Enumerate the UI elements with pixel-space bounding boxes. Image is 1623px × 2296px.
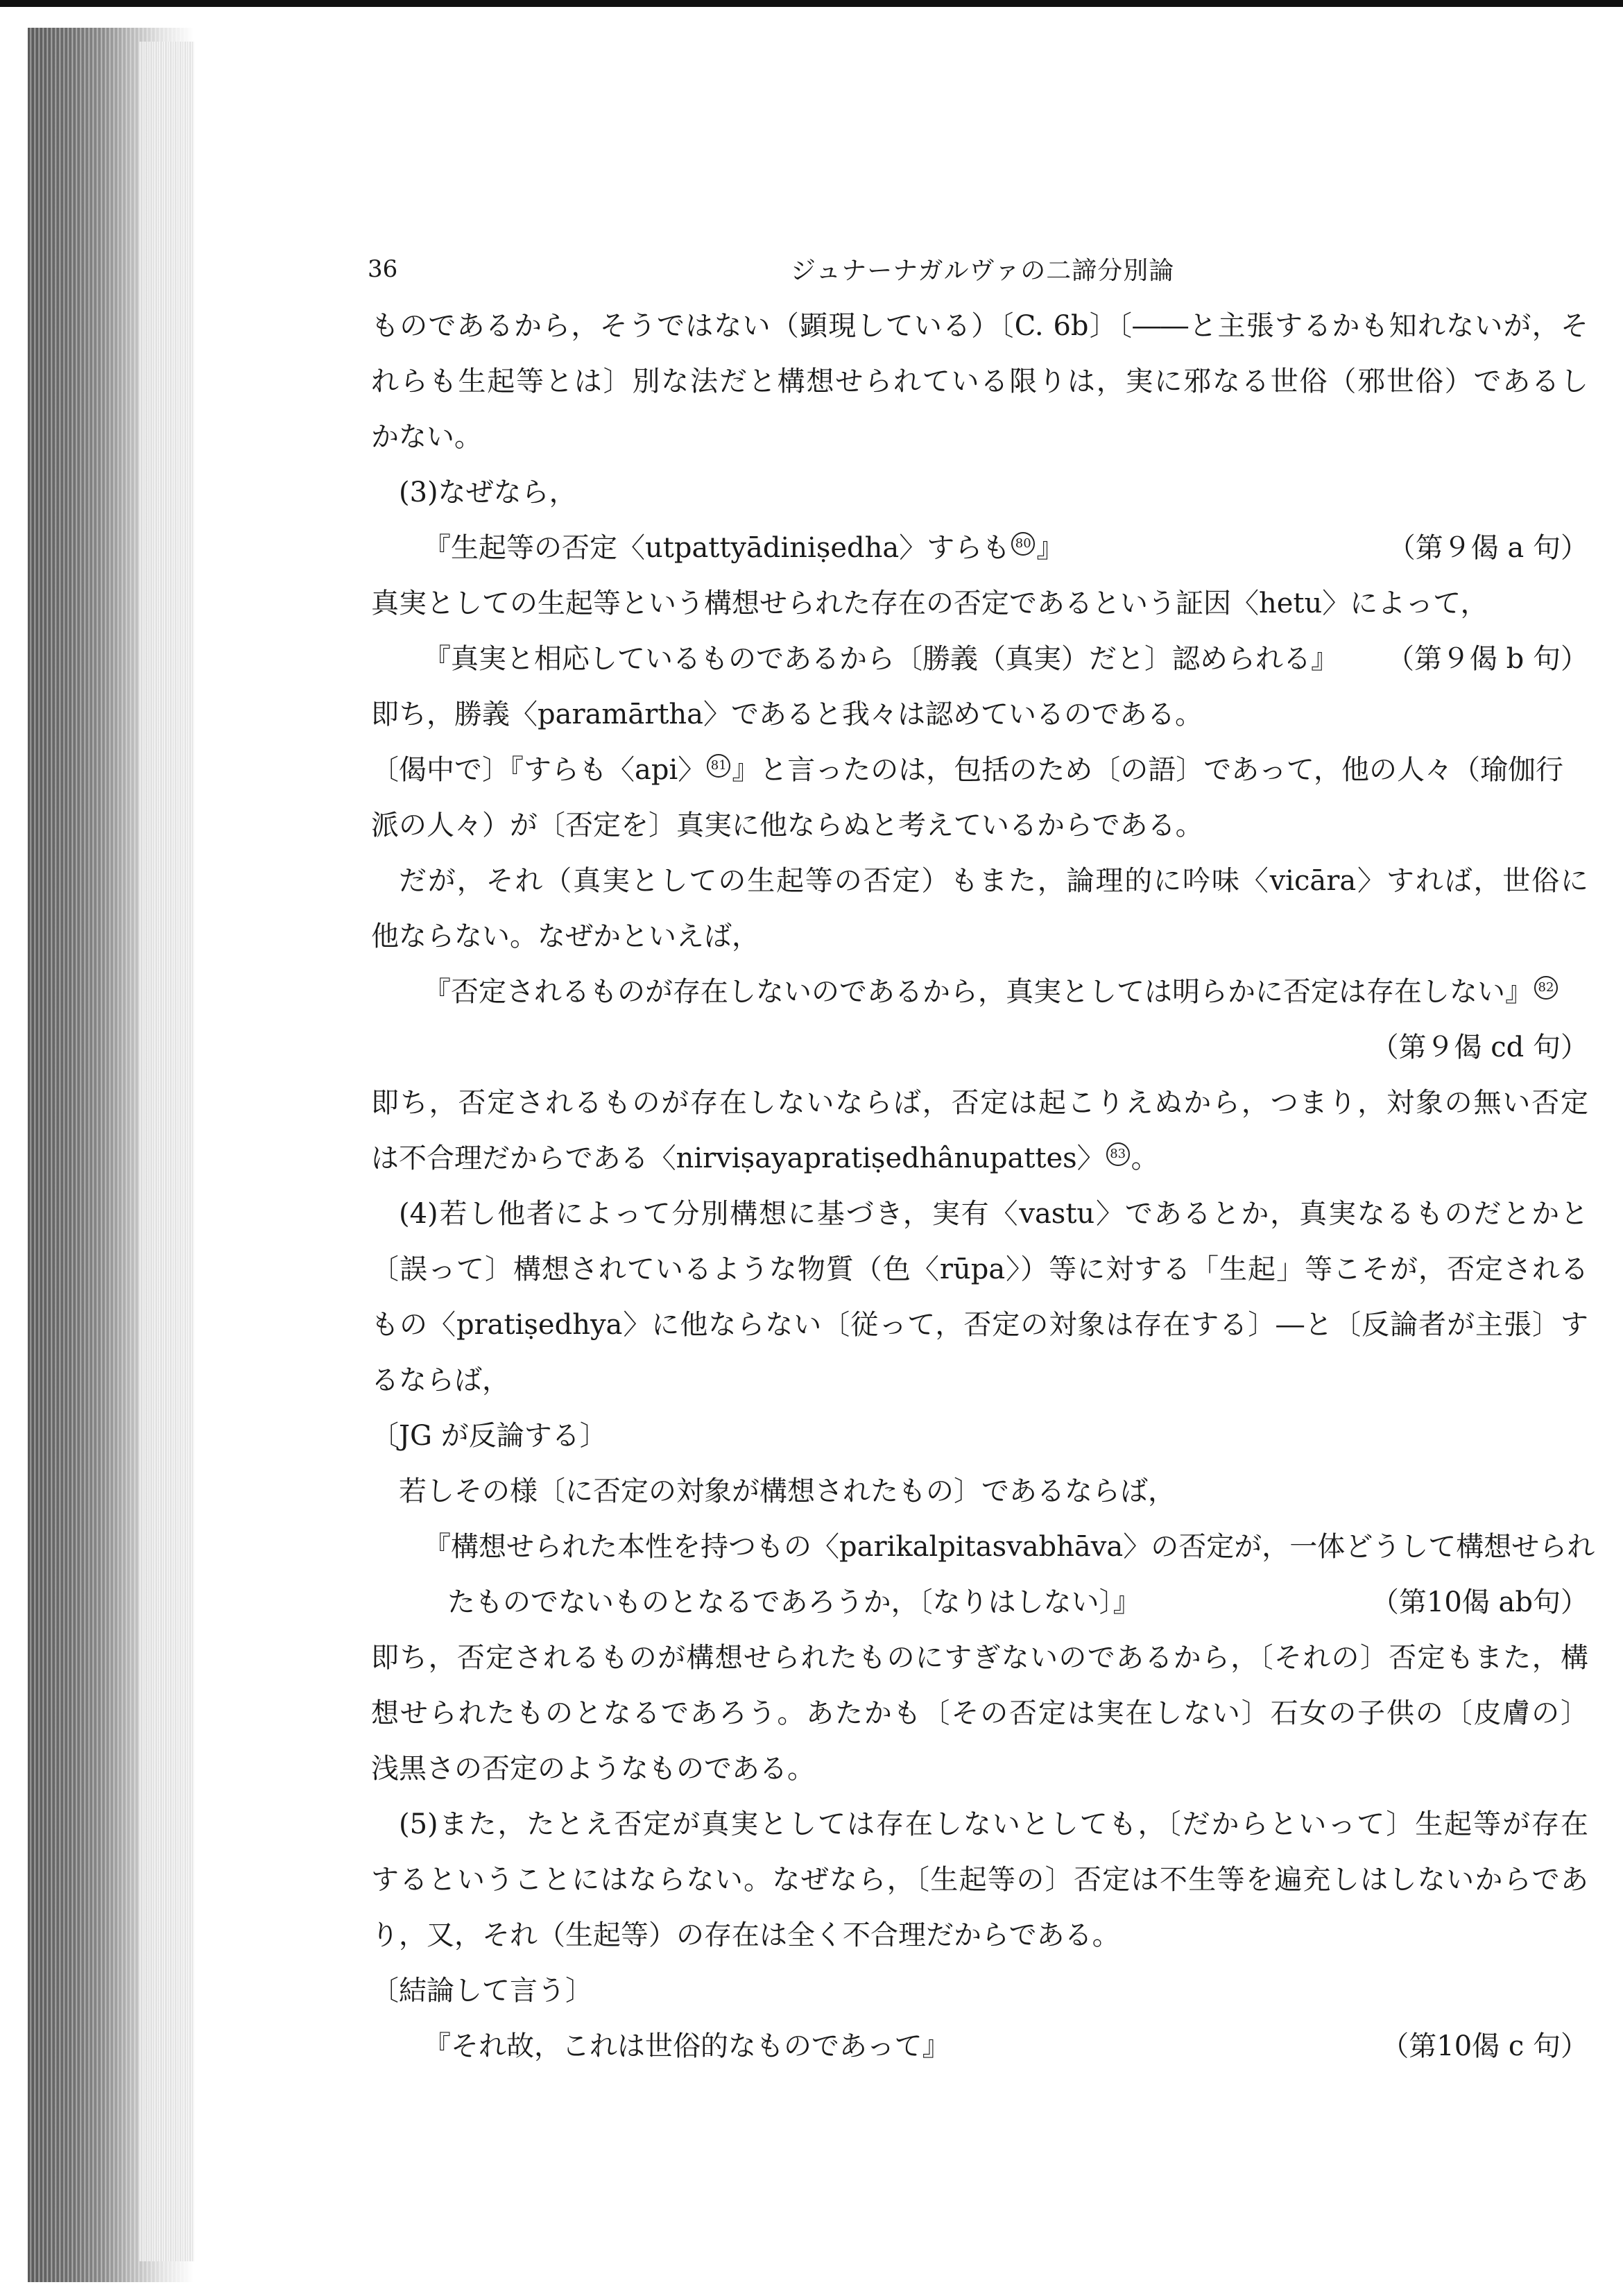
verse-quote: [371, 1575, 1588, 1630]
text-line: 浅黒さの否定のようなものである。: [371, 1753, 815, 1785]
text-line: るならば，: [371, 1364, 510, 1396]
text-line: するということにはならない。なぜなら，〔生起等の〕否定は不生等を遍充しはしないからであ: [371, 1864, 1588, 1896]
verse-text: 『それ故，これは世俗的なものであって』: [423, 2030, 950, 2062]
page-number: 36: [368, 255, 398, 283]
paragraph-start: (5)また，たとえ否定が真実としては存在しないとしても，〔だからといって〕生起等が存在: [399, 1808, 1588, 1840]
note-reference[interactable]: 83: [1106, 1142, 1130, 1166]
verse-text: 『生起等の否定〈utpattyādiniṣedha〉すらも: [423, 532, 1011, 564]
verse-text: 『否定されるものが存在しないのであるから，真実としては明らかに否定は存在しない』: [423, 976, 1533, 1008]
text-line: かない。: [371, 421, 482, 453]
verse-text: たものでないものとなるであろうか，〔なりはしない〕』: [447, 1586, 1141, 1618]
text-line: 若しその様〔に否定の対象が構想されたもの〕であるならば，: [399, 1475, 1176, 1507]
verse-citation: （第９偈 b 句）: [1386, 643, 1588, 675]
text-line: れらも生起等とは〕別な法だと構想せられている限りは，実に邪なる世俗（邪世俗）であるし: [371, 366, 1588, 397]
text-line: [371, 742, 1588, 798]
text-fragment: 〔偈中で〕『すらも〈api〉: [371, 754, 706, 786]
text-line: 即ち，勝義〈paramārtha〉であると我々は認めているのである。: [371, 699, 1203, 730]
scan-top-border: [0, 0, 1623, 7]
note-reference[interactable]: 82: [1534, 976, 1558, 1000]
text-line: 想せられたものとなるであろう。あたかも〔その否定は実在しない〕石女の子供の〔皮膚の〕: [371, 1697, 1588, 1729]
verse-citation: （第９偈 a 句）: [1387, 532, 1588, 564]
paragraph-start: (3)なぜなら，: [399, 477, 577, 508]
text-fragment: 』と言ったのは，包括のため〔の語〕であって，他の人々（瑜伽行: [732, 754, 1564, 786]
text-fragment: 。: [1131, 1142, 1159, 1174]
text-line: ものであるから，そうではない（顕現している）〔C. 6b〕〔――と主張するかも知れないが，そ: [371, 310, 1588, 342]
text-line: 真実としての生起等という構想せられた存在の否定であるという証因〈hetu〉によって，: [371, 588, 1488, 619]
verse-citation: （第９偈 cd 句）: [1371, 1031, 1588, 1063]
verse-quote: [371, 631, 1588, 687]
text-fragment: は不合理だからである〈nirviṣayapratiṣedhânupattes〉: [371, 1142, 1105, 1174]
verse-citation: （第10偈 c 句）: [1381, 2030, 1588, 2062]
text-line: 即ち，否定されるものが構想せられたものにすぎないのであるから，〔それの〕否定もまた，構: [371, 1642, 1588, 1674]
verse-close: 』: [1036, 532, 1065, 564]
text-line: り，又，それ（生起等）の存在は全く不合理だからである。: [371, 1919, 1120, 1951]
verse-text: 『真実と相応しているものであるから〔勝義（真実）だと〕認められる』: [423, 643, 1339, 675]
text-line: 〔誤って〕構想されているような物質（色〈rūpa〉）等に対する「生起」等こそが，否定される: [371, 1253, 1588, 1285]
verse-citation-line: [371, 1020, 1588, 1075]
note-reference[interactable]: 81: [707, 754, 730, 778]
note-reference[interactable]: 80: [1011, 532, 1035, 556]
section-note: 〔結論して言う〕: [371, 1975, 593, 2007]
paragraph-start: (4)若し他者によって分別構想に基づき，実有〈vastu〉であるとか，真実なるものだとかと: [399, 1198, 1588, 1230]
verse-quote: [371, 2019, 1588, 2074]
text-line: 他ならない。なぜかといえば，: [371, 920, 759, 952]
verse-quote: [371, 520, 1588, 576]
body-text: [371, 298, 1595, 2074]
text-line: 即ち，否定されるものが存在しないならば，否定は起こりえぬから，つまり，対象の無い否定: [371, 1087, 1588, 1119]
verse-citation: （第10偈 ab句）: [1371, 1586, 1588, 1618]
running-title: ジュナーナガルヴァの二諦分別論: [791, 257, 1175, 285]
text-line: だが，それ（真実としての生起等の否定）もまた，論理的に吟味〈vicāra〉すれば，世俗に: [399, 865, 1588, 897]
text-line: 派の人々）が〔否定を〕真実に他ならぬと考えているからである。: [371, 809, 1203, 841]
verse-quote: 『構想せられた本性を持つもの〈parikalpitasvabhāva〉の否定が，一体どうして構想せられ: [423, 1531, 1595, 1563]
section-note: 〔JG が反論する〕: [371, 1420, 608, 1452]
verse-quote: [371, 964, 1588, 1020]
text-line: もの〈pratiṣedhya〉に他ならない〔従って，否定の対象は存在する〕―と〔反論者が主張〕す: [371, 1309, 1588, 1341]
text-line: [371, 1131, 1588, 1186]
page-edge-stripes: [139, 42, 194, 2261]
